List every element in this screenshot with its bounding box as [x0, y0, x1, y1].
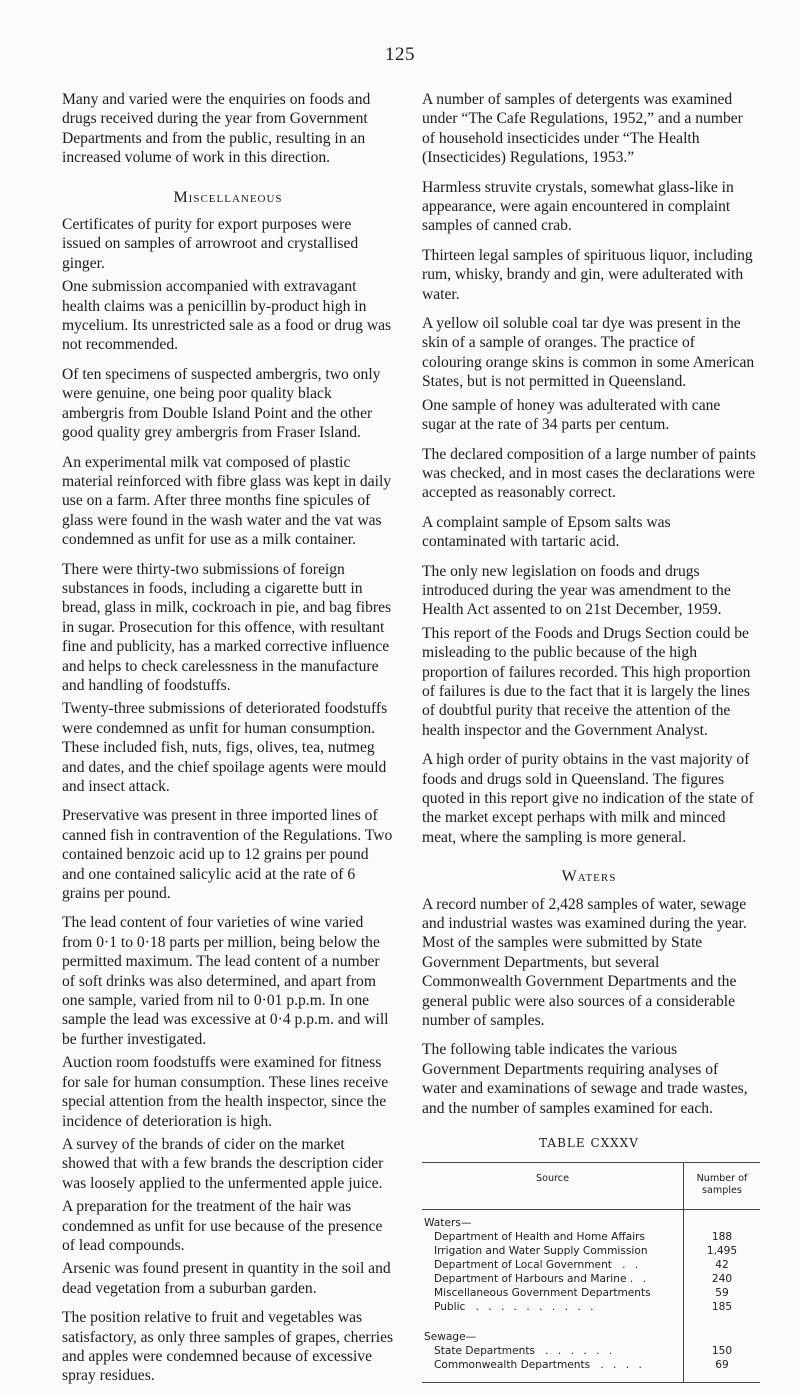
paragraph: There were thirty-two submissions of foreign substances in foods, including a cigarette butt in bread, glass in milk, cockroach in pie, and bag fibres in sugar. Prosecution for this offence, with resultant fine and publicity, has a marked corrective influence and helps to check carelessness in the manufacture and handling of foodstuffs.	[62, 560, 392, 694]
paragraph: The declared composition of a large number of paints was checked, and in most cases the declarations were accepted as reasonably correct.	[422, 445, 757, 502]
table-row	[422, 1230, 760, 1244]
leader-dots: . . . .	[600, 1358, 645, 1371]
row-source: Department of Local Government	[434, 1258, 612, 1271]
paragraph: A record number of 2,428 samples of water, sewage and industrial wastes was examined during the year. Most of the samples were submitted by State Government Departments, but several Commonwealth Government Departments and the general public were also sources of a considerable number of samples.	[422, 895, 747, 1030]
row-source: Commonwealth Departments	[434, 1358, 591, 1371]
paragraph: Preservative was present in three imported lines of canned fish in contravention of the Regulations. Two contained benzoic acid up to 12 grains per pound and one contained salicylic acid at the rate of 6 grains per pound.	[62, 807, 393, 903]
paragraph: Thirteen legal samples of spirituous liquor, including rum, whisky, brandy and gin, were adulterated with water.	[422, 246, 753, 303]
table-row	[422, 1258, 760, 1272]
paragraph: The following table indicates the various Government Departments requiring analyses of water and examinations of sewage and trade wastes, and the number of samples examined for each.	[422, 1041, 748, 1117]
paragraph: One submission accompanied with extravagant health claims was a penicillin by-product high in mycelium. Its unrestricted sale as a food or drug was not recommended.	[62, 278, 392, 354]
table-row	[422, 1300, 760, 1314]
paragraph: Harmless struvite crystals, somewhat glass-like in appearance, were again encountered in complaint samples of canned crab.	[422, 178, 734, 235]
paragraph: Auction room foodstuffs were examined for fitness for sale for human consumption. These lines receive special attention from the health inspector, since the incidence of deterioration is high.	[62, 1054, 389, 1130]
sewage-group-label: Sewage—	[424, 1330, 477, 1343]
paragraph: This report of the Foods and Drugs Section could be misleading to the public because of the high proportion of failures recorded. This high proportion of failures is due to the fact that it is largely the lines of doubtful purity that receive the attention of the health inspector and the Government Analyst.	[422, 624, 751, 739]
waters-group-label: Waters—	[424, 1216, 472, 1229]
table-row	[422, 1286, 760, 1300]
samples-table	[422, 1162, 760, 1383]
waters-heading: Waters	[561, 868, 617, 886]
leader-dots: . .	[622, 1258, 642, 1271]
paragraph: The position relative to fruit and vegetables was satisfactory, as only three samples of grapes, cherries and apples were condemned because of excessive spray residues.	[62, 1309, 394, 1385]
header-number: Number of samples	[684, 1162, 761, 1209]
paragraph: One sample of honey was adulterated with cane sugar at the rate of 34 parts per centum.	[422, 396, 721, 434]
row-value: 1,495	[684, 1244, 761, 1258]
page-number: 125	[385, 44, 415, 65]
row-value: 240	[684, 1272, 761, 1286]
table-row	[422, 1272, 760, 1286]
table-row	[422, 1344, 760, 1358]
paragraph: A survey of the brands of cider on the market showed that with a few brands the description cider was loosely applied to the unfermented apple juice.	[62, 1135, 384, 1192]
paragraph: A complaint sample of Epsom salts was contaminated with tartaric acid.	[422, 513, 671, 551]
paragraph: Of ten specimens of suspected ambergris, two only were genuine, one being poor quality black ambergris from Double Island Point and the other good quality grey ambergris from Fraser Island.	[62, 365, 381, 442]
row-source: State Departments	[434, 1344, 536, 1357]
paragraph: A yellow oil soluble coal tar dye was present in the skin of a sample of oranges. The practice of colouring orange skins is common in some American States, but is not permitted in Queensland.	[422, 315, 755, 391]
row-value: 185	[684, 1300, 761, 1314]
table-row	[422, 1244, 760, 1258]
paragraph: Twenty-three submissions of deteriorated foodstuffs were condemned as unfit for human consumption. These included fish, nuts, figs, olives, tea, nutmeg and dates, and the chief spoilage agents were mould and insect attack.	[62, 700, 388, 795]
leader-dots: . .	[629, 1272, 649, 1285]
intro-paragraph: Many and varied were the enquiries on foods and drugs received during the year from Government Departments and from the public, resulting in an increased volume of work in this direction.	[62, 91, 371, 167]
table-caption: TABLE CXXXV	[539, 1136, 639, 1151]
table-row	[422, 1358, 760, 1383]
row-value: 188	[684, 1230, 761, 1244]
header-source: Source	[422, 1162, 684, 1209]
leader-dots: . . . . . .	[545, 1344, 616, 1357]
paragraph: Arsenic was found present in quantity in the soil and dead vegetation from a suburban garden.	[62, 1260, 391, 1297]
paragraph: A preparation for the treatment of the hair was condemned as unfit for use because of the presence of lead compounds.	[62, 1198, 383, 1254]
paragraph: Certificates of purity for export purposes were issued on samples of arrowroot and crystallised ginger.	[62, 216, 359, 272]
paragraph: A number of samples of detergents was examined under “The Cafe Regulations, 1952,” and a number of household insecticides under “The Health (Insecticides) Regulations, 1953.”	[422, 91, 743, 167]
left-column	[62, 90, 394, 1396]
row-source: Department of Harbours and Marine	[434, 1272, 627, 1285]
row-source: Miscellaneous Government Departments	[434, 1286, 651, 1299]
row-value: 59	[684, 1286, 761, 1300]
paragraph: An experimental milk vat composed of plastic material reinforced with fibre glass was kept in daily use on a farm. After three months fine spicules of glass were found in the wash water and the vat was condemned as unfit for use as a milk container.	[62, 453, 392, 549]
paragraph: A high order of purity obtains in the vast majority of foods and drugs sold in Queensland. The figures quoted in this report give no indication of the state of the market except perhaps with milk and minced meat, where the sampling is more general.	[422, 751, 754, 846]
row-value: 150	[684, 1344, 761, 1358]
row-value: 42	[684, 1258, 761, 1272]
row-value: 69	[684, 1358, 761, 1383]
miscellaneous-heading: Miscellaneous	[173, 188, 283, 206]
row-source: Irrigation and Water Supply Commission	[434, 1244, 648, 1257]
row-source: Department of Health and Home Affairs	[434, 1230, 646, 1243]
leader-dots: . . . . . . . . . .	[475, 1300, 597, 1313]
paragraph: The only new legislation on foods and drugs introduced during the year was amendment to the Health Act assented to on 21st December, 1959.	[422, 562, 731, 619]
row-source: Public	[434, 1300, 466, 1313]
right-column	[422, 90, 756, 1383]
paragraph: The lead content of four varieties of wine varied from 0·1 to 0·18 parts per million, being below the permitted maximum. The lead content of a number of soft drinks was also determined, and apart from one sample, varied from nil to 0·01 p.p.m. In one sample the lead was excessive at 0·4 p.p.m. and will be further investigated.	[62, 914, 389, 1048]
